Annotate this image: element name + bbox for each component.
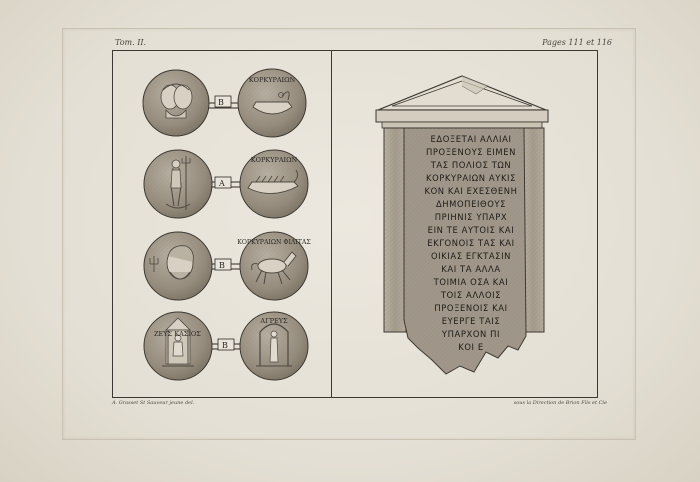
inscription-line: ΤΟΙΜΙΑ ΟΣΑ ΚΑΙ — [433, 277, 509, 287]
coin-2-reverse-label: ΚΟΡΚΥΡΑΙΩΝ — [250, 156, 298, 164]
inscription-line: ΕΙΝ ΤΕ ΑΥΤΟΙΣ ΚΑΙ — [427, 225, 515, 235]
artist-credit: A. Grasset St Sauveur jeune del. — [112, 400, 195, 406]
coin-2-marker: A — [219, 179, 225, 188]
inscription-line: ΤΑΣ ΠΟΛΙΟΣ ΤΩΝ — [430, 160, 512, 170]
inscription-line: ΠΡΟΞΕΝΟΙΣ ΚΑΙ — [434, 303, 508, 313]
inscription-line: ΚΟΙ Ε — [458, 342, 484, 352]
inscription-line: ΥΠΑΡΧΟΝ ΠΙ — [441, 329, 501, 339]
volume-label: Tom. II. — [115, 38, 147, 47]
inscription-line: ΕΔΟΞΕΤΑΙ ΑΛΛΙΑΙ — [430, 134, 512, 144]
inscription-line: ΕΥΕΡΓΕ ΤΑΙΣ — [441, 316, 501, 326]
coin-4-reverse-label: ΑΓΡΕΥΣ — [260, 317, 288, 325]
inscription-line: ΠΡΙΗΝΙΣ ΥΠΑΡΧ — [434, 212, 508, 222]
publisher-credit: sous la Direction de Brion Fils et Cie — [513, 400, 607, 406]
inscription-line: ΕΚΓΟΝΟΙΣ ΤΑΣ ΚΑΙ — [427, 238, 515, 248]
inscription-line: ΤΟΙΣ ΑΛΛΟΙΣ — [440, 290, 502, 300]
inscription-line: ΚΑΙ ΤΑ ΑΛΛΑ — [441, 264, 501, 274]
coin-1-marker: B — [218, 98, 224, 107]
inscription-line: ΚΟΝ ΚΑΙ ΕΧΕΣΘΕΝΗ — [424, 186, 518, 196]
inscription-line: ΠΡΟΞΕΝΟΥΣ ΕΙΜΕΝ — [426, 147, 516, 157]
inscription-line: ΔΗΜΟΠΕΙΘΟΥΣ — [435, 199, 507, 209]
page-reference: Pages 111 et 116 — [542, 38, 612, 47]
coin-1-reverse-label: ΚΟΡΚΥΡΑΙΩΝ — [248, 76, 296, 84]
coin-4-obverse-label: ΖΕΥΣ ΚΑΣΙΟΣ — [154, 330, 201, 338]
coin-3-marker: B — [219, 261, 225, 270]
inscription-line: ΚΟΡΚΥΡΑΙΩΝ ΑΥΚΙΣ — [425, 173, 517, 183]
inscription-line: ΟΙΚΙΑΣ ΕΓΚΤΑΣΙΝ — [430, 251, 512, 261]
coin-4-marker: B — [222, 341, 228, 350]
coin-3-reverse-label: ΚΟΡΚΥΡΑΙΩΝ ΦΙΛΙΤΑΣ — [237, 239, 311, 246]
